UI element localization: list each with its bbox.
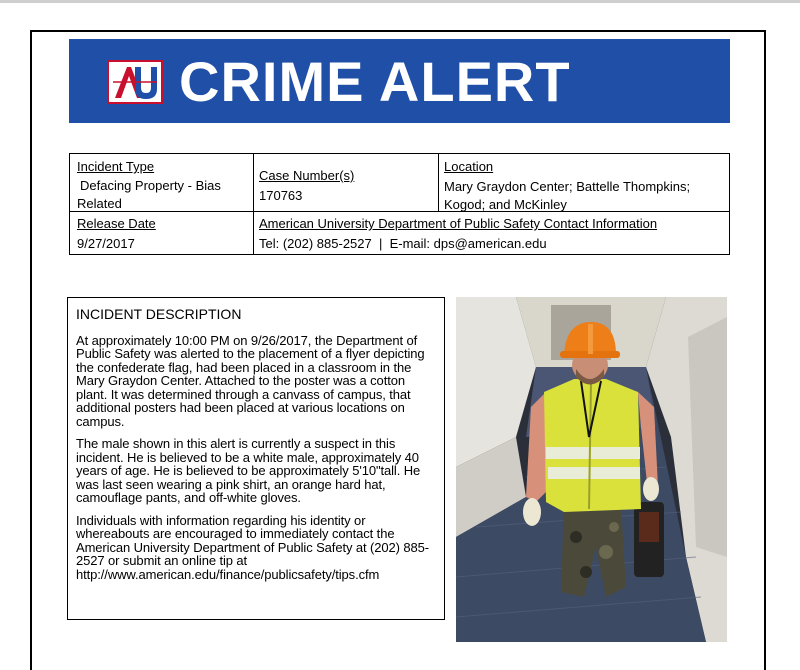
location-value-cont: Kogod; and McKinley bbox=[444, 197, 567, 212]
release-date-cell bbox=[77, 215, 249, 253]
description-paragraph: The male shown in this alert is currently a suspect in this incident. He is believed to be a white male, approximately 40 years of age. He is believed to be approximately 5'10"tall. He was last seen wearing a pink shirt, an orange hard hat, camouflage pants, and off-white gloves. bbox=[76, 436, 421, 505]
au-logo-icon bbox=[107, 60, 163, 104]
incident-description-box bbox=[67, 297, 445, 620]
incident-type-cell bbox=[77, 158, 249, 213]
location-cell bbox=[444, 158, 726, 214]
case-number-cell bbox=[259, 167, 434, 205]
au-logo-mark bbox=[109, 62, 161, 102]
incident-type-value: Defacing Property - Bias bbox=[80, 178, 221, 193]
contact-cell bbox=[259, 215, 727, 253]
contact-label: American University Department of Public Safety Contact Information bbox=[259, 216, 658, 231]
location-value: Mary Graydon Center; Battelle Thompkins; bbox=[444, 179, 691, 194]
contact-value: Tel: (202) 885-2527 | E-mail: dps@american.edu bbox=[259, 236, 547, 251]
incident-type-label: Incident Type bbox=[77, 159, 155, 174]
incident-description-title: INCIDENT DESCRIPTION bbox=[76, 306, 242, 322]
description-paragraph: At approximately 10:00 PM on 9/26/2017, the Department of Public Safety was alerted to the placement of a flyer depicting the confederate flag, had been placed in a classroom in the Mary Graydon Center. Attached to the poster was a cotton plant. It was determined through a canvass of campus, that additional posters had been placed at various locations on campus. bbox=[76, 332, 425, 429]
description-paragraph: Individuals with information regarding his identity or whereabouts are encouraged to immediately contact the American University Department of Public Safety at (202) 885-2527 or submit an online tip at http://www.american.edu/finance/publicsafety/tips.cfm bbox=[76, 512, 430, 582]
incident-info-table bbox=[69, 153, 730, 255]
surveillance-image bbox=[456, 297, 727, 642]
page-top-rule bbox=[0, 0, 800, 3]
banner-title: CRIME ALERT bbox=[179, 50, 571, 113]
incident-type-value-cont: Related bbox=[77, 196, 122, 211]
case-number-value: 170763 bbox=[259, 188, 303, 203]
release-date-value: 9/27/2017 bbox=[77, 236, 135, 251]
crime-alert-banner bbox=[69, 39, 730, 123]
suspect-surveillance-photo bbox=[456, 297, 727, 642]
table-divider bbox=[253, 154, 254, 254]
table-divider bbox=[438, 154, 439, 211]
case-number-label: Case Number(s) bbox=[259, 168, 355, 183]
release-date-label: Release Date bbox=[77, 216, 156, 231]
location-label: Location bbox=[444, 159, 494, 174]
